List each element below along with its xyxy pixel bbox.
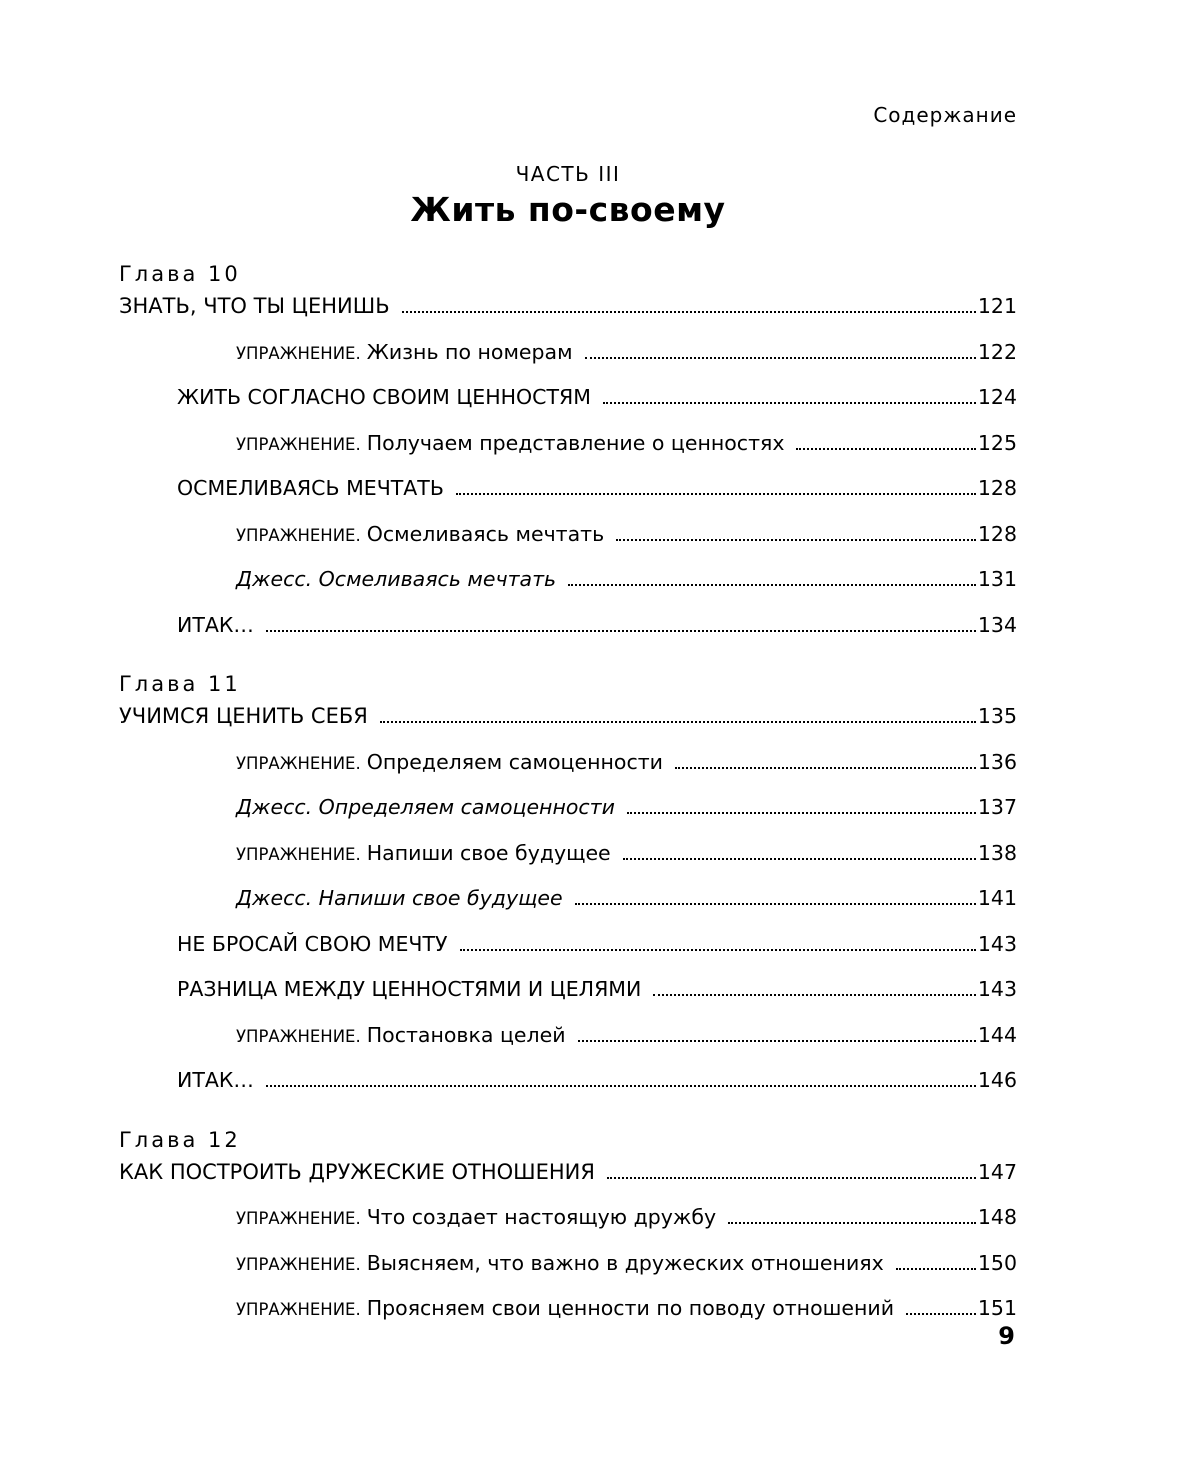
dot-leader (653, 994, 976, 996)
toc-page-number: 125 (977, 430, 1017, 455)
toc-entry-title: Джесс. Осмеливаясь мечтать (236, 567, 557, 591)
exercise-label: УПРАЖНЕНИЕ. (236, 1300, 361, 1319)
dot-leader (585, 357, 976, 359)
chapter-label: Глава 10 (119, 262, 241, 286)
toc-entry-title: Жизнь по номерам (366, 339, 573, 364)
toc-entry[interactable] (119, 932, 1017, 978)
chapter-label: Глава 11 (119, 672, 241, 696)
exercise-label: УПРАЖНЕНИЕ. (236, 1209, 361, 1228)
dot-leader (266, 630, 976, 632)
toc-page-number: 134 (977, 612, 1017, 637)
chapter-label: Глава 12 (119, 1127, 241, 1152)
toc-entry[interactable] (119, 567, 1017, 613)
toc-page-number: 121 (977, 294, 1017, 318)
toc-entry[interactable] (119, 1023, 1017, 1069)
toc-entry-title: ОСМЕЛИВАЯСЬ МЕЧТАТЬ (177, 476, 444, 500)
toc-page-number: 138 (977, 840, 1017, 865)
toc-entry[interactable] (119, 704, 1017, 750)
exercise-label: УПРАЖНЕНИЕ. (236, 1026, 361, 1046)
dot-leader (607, 1177, 976, 1179)
toc-entry-title: Джесс. Определяем самоценности (236, 795, 615, 819)
toc-entry-title: Выясняем, что важно в дружеских отношениях (366, 1250, 884, 1275)
dot-leader (728, 1222, 976, 1224)
toc-page-number: 124 (977, 385, 1017, 409)
toc-page-number: 137 (977, 795, 1017, 819)
toc-page-number: 131 (977, 567, 1017, 591)
page-number: 9 (998, 1322, 1015, 1350)
dot-leader (460, 949, 976, 951)
toc-entry-title: Джесс. Напиши свое будущее (236, 886, 563, 910)
toc-page-number: 122 (977, 339, 1017, 364)
dot-leader (575, 903, 976, 905)
dot-leader (402, 311, 976, 313)
exercise-label: УПРАЖНЕНИЕ. (236, 525, 361, 545)
toc-entry[interactable] (119, 431, 1017, 477)
toc-entry-title: РАЗНИЦА МЕЖДУ ЦЕННОСТЯМИ И ЦЕЛЯМИ (177, 977, 642, 1001)
dot-leader (616, 539, 976, 541)
toc-entry-title: Проясняем свои ценности по поводу отношений (366, 1296, 895, 1320)
exercise-label: УПРАЖНЕНИЕ. (236, 434, 361, 454)
dot-leader (380, 721, 976, 723)
toc-page-number: 128 (977, 521, 1017, 546)
dot-leader (675, 767, 976, 769)
dot-leader (906, 1313, 976, 1315)
toc-entry[interactable] (119, 750, 1017, 796)
toc-entry[interactable] (119, 522, 1017, 568)
running-head: Содержание (873, 103, 1017, 127)
toc-page-number: 144 (977, 1022, 1017, 1047)
exercise-label: УПРАЖНЕНИЕ. (236, 343, 361, 363)
part-title: Жить по-своему (410, 190, 726, 229)
toc-page-number: 143 (977, 931, 1017, 956)
toc-entry-title: Что создает настоящую дружбу (366, 1205, 717, 1229)
toc-entry[interactable] (119, 1205, 1017, 1251)
toc-entry-title: Напиши свое будущее (366, 840, 611, 865)
toc-entry[interactable] (119, 294, 1017, 340)
toc-page-number: 150 (977, 1250, 1017, 1275)
part-label: ЧАСТЬ III (515, 162, 621, 186)
toc-entry-title: Получаем представление о ценностях (366, 430, 785, 455)
toc-entry-title: ЗНАТЬ, ЧТО ТЫ ЦЕНИШЬ (119, 294, 390, 318)
toc-page-number: 148 (977, 1205, 1017, 1229)
exercise-label: УПРАЖНЕНИЕ. (236, 844, 361, 864)
toc-chapter (119, 670, 1017, 1114)
toc-entry-title: НЕ БРОСАЙ СВОЮ МЕЧТУ (177, 931, 448, 956)
toc-entry[interactable] (119, 886, 1017, 932)
toc-entry[interactable] (119, 340, 1017, 386)
toc-page-number: 135 (977, 704, 1017, 728)
dot-leader (266, 1085, 976, 1087)
dot-leader (578, 1040, 976, 1042)
dot-leader (627, 812, 976, 814)
dot-leader (603, 402, 976, 404)
toc-page-number: 141 (977, 886, 1017, 910)
toc-entry[interactable] (119, 841, 1017, 887)
toc-entry[interactable] (119, 977, 1017, 1023)
dot-leader (896, 1268, 976, 1270)
dot-leader (568, 584, 976, 586)
toc-entry-title: ЖИТЬ СОГЛАСНО СВОИМ ЦЕННОСТЯМ (177, 385, 591, 409)
toc-page-number: 128 (977, 476, 1017, 500)
toc-entry[interactable] (119, 1251, 1017, 1297)
toc-entry-title: УЧИМСЯ ЦЕНИТЬ СЕБЯ (119, 704, 368, 728)
toc-chapter (119, 1126, 1017, 1342)
toc-entry-title: Определяем самоценности (366, 749, 664, 774)
toc-entry-title: КАК ПОСТРОИТЬ ДРУЖЕСКИЕ ОТНОШЕНИЯ (119, 1159, 595, 1184)
toc-page-number: 147 (977, 1159, 1017, 1184)
exercise-label: УПРАЖНЕНИЕ. (236, 753, 361, 773)
toc-entry-title: ИТАК… (177, 612, 254, 637)
toc-entry-title: Постановка целей (366, 1022, 566, 1047)
toc-entry[interactable] (119, 385, 1017, 431)
toc-entry-title: ИТАК… (177, 1068, 254, 1092)
toc-entry[interactable] (119, 795, 1017, 841)
dot-leader (456, 493, 976, 495)
toc-entry[interactable] (119, 1296, 1017, 1342)
toc-entry[interactable] (119, 613, 1017, 659)
table-of-contents (119, 260, 1017, 1354)
exercise-label: УПРАЖНЕНИЕ. (236, 1254, 361, 1274)
toc-page-number: 143 (977, 977, 1017, 1001)
dot-leader (796, 448, 975, 450)
toc-page-number: 136 (977, 749, 1017, 774)
toc-chapter (119, 260, 1017, 658)
toc-entry[interactable] (119, 476, 1017, 522)
toc-page-number: 151 (977, 1296, 1017, 1320)
toc-page-number: 146 (977, 1068, 1017, 1092)
dot-leader (623, 858, 976, 860)
toc-entry[interactable] (119, 1068, 1017, 1114)
toc-entry[interactable] (119, 1160, 1017, 1206)
toc-entry-title: Осмеливаясь мечтать (366, 521, 605, 546)
